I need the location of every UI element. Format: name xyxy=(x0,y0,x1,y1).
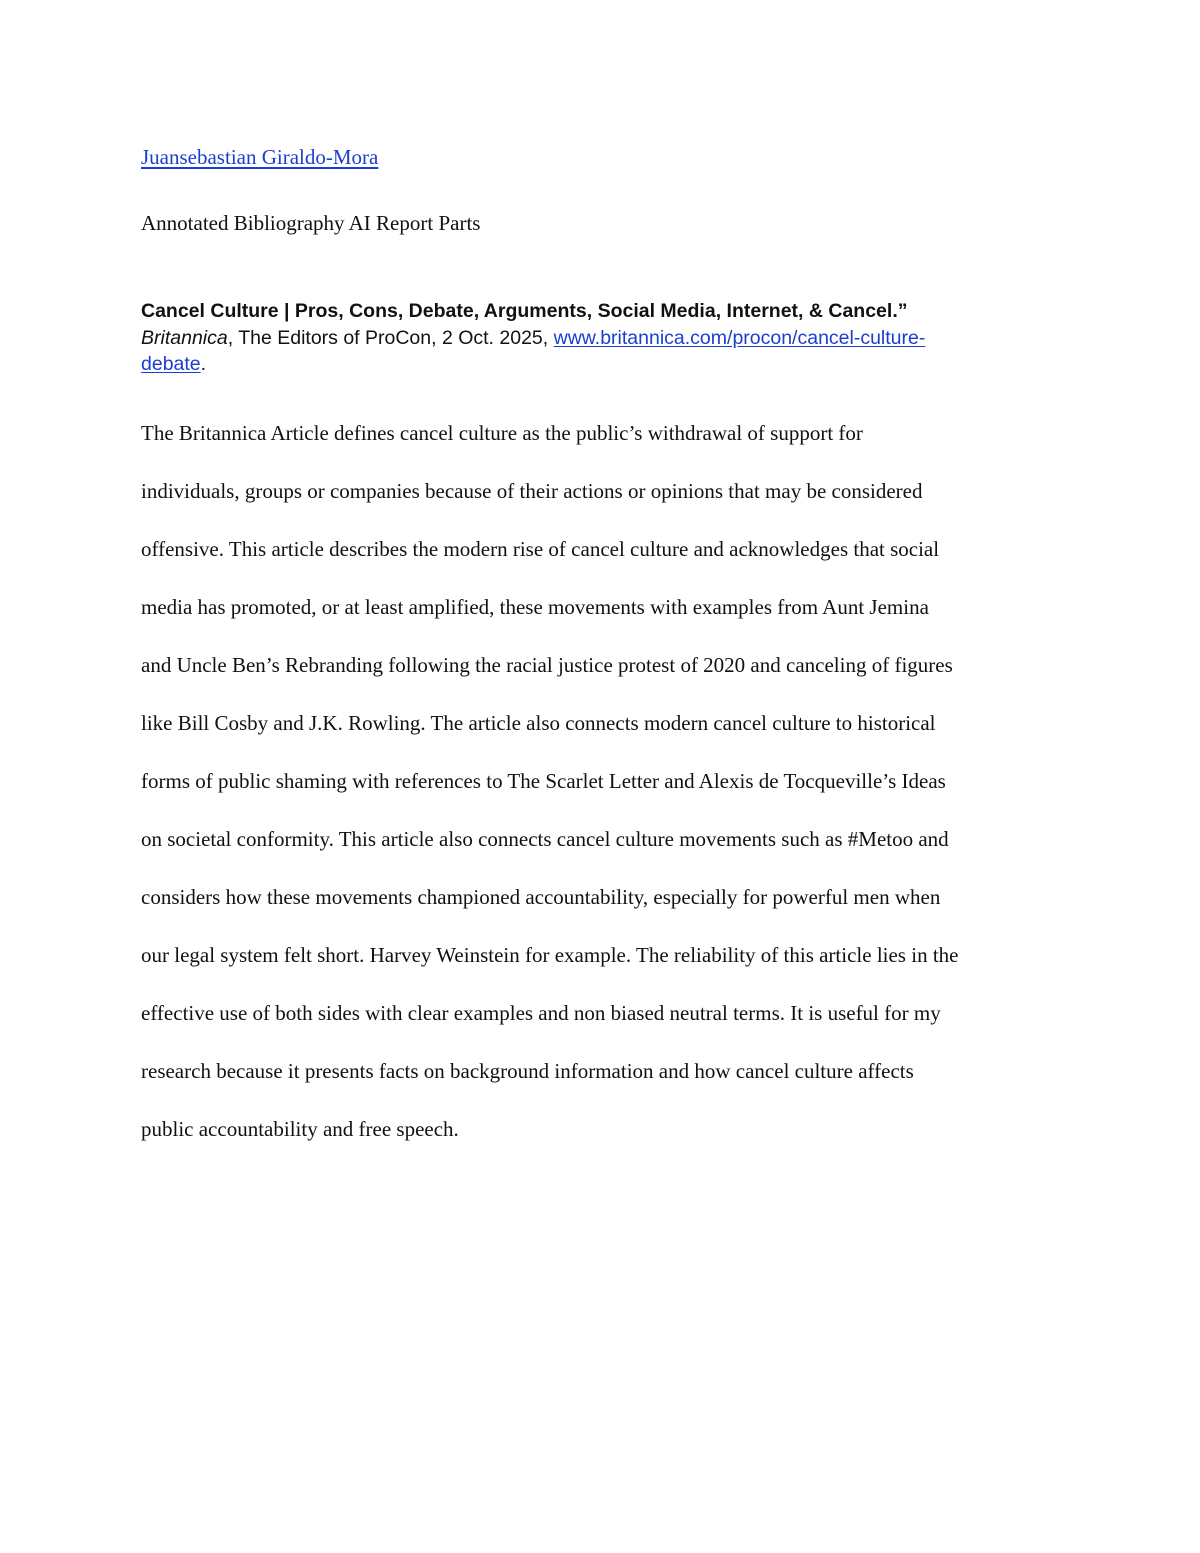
annotation-line: public accountability and free speech. xyxy=(141,1117,459,1141)
annotation-line: considers how these movements championed accountability, especially for powerful men when xyxy=(141,885,941,909)
annotation-line: like Bill Cosby and J.K. Rowling. The article also connects modern cancel culture to historical xyxy=(141,711,936,735)
document-title: Annotated Bibliography AI Report Parts xyxy=(141,211,481,235)
annotation-line: media has promoted, or at least amplified, these movements with examples from Aunt Jemina xyxy=(141,595,929,619)
annotation-line: effective use of both sides with clear examples and non biased neutral terms. It is useful for my xyxy=(141,1001,941,1025)
citation-source: Britannica xyxy=(141,326,228,349)
annotation-line: on societal conformity. This article also connects cancel culture movements such as #Metoo and xyxy=(141,827,949,851)
annotation-line: individuals, groups or companies because of their actions or opinions that may be considered xyxy=(141,479,923,503)
annotation-line: The Britannica Article defines cancel culture as the public’s withdrawal of support for xyxy=(141,421,863,445)
annotation-line: forms of public shaming with references to The Scarlet Letter and Alexis de Tocqueville’s Ideas xyxy=(141,769,946,793)
citation-entry xyxy=(141,298,1041,378)
annotation-paragraph xyxy=(141,404,1076,1158)
citation-url-link-continued[interactable]: debate xyxy=(141,353,201,375)
annotation-line: offensive. This article describes the modern rise of cancel culture and acknowledges that social xyxy=(141,537,940,561)
annotation-line: and Uncle Ben’s Rebranding following the racial justice protest of 2020 and canceling of figures xyxy=(141,653,953,677)
citation-end-period: . xyxy=(200,353,207,375)
annotation-line: research because it presents facts on background information and how cancel culture affects xyxy=(141,1059,914,1083)
citation-details: , The Editors of ProCon, 2 Oct. 2025, xyxy=(227,326,554,349)
annotation-line: our legal system felt short. Harvey Weinstein for example. The reliability of this article lies in the xyxy=(141,943,959,967)
citation-title: Cancel Culture | Pros, Cons, Debate, Arguments, Social Media, Internet, & Cancel.” xyxy=(141,300,908,322)
citation-url-link[interactable]: www.britannica.com/procon/cancel-culture- xyxy=(553,326,926,349)
author-name-link[interactable]: Juansebastian Giraldo-Mora xyxy=(141,145,379,169)
